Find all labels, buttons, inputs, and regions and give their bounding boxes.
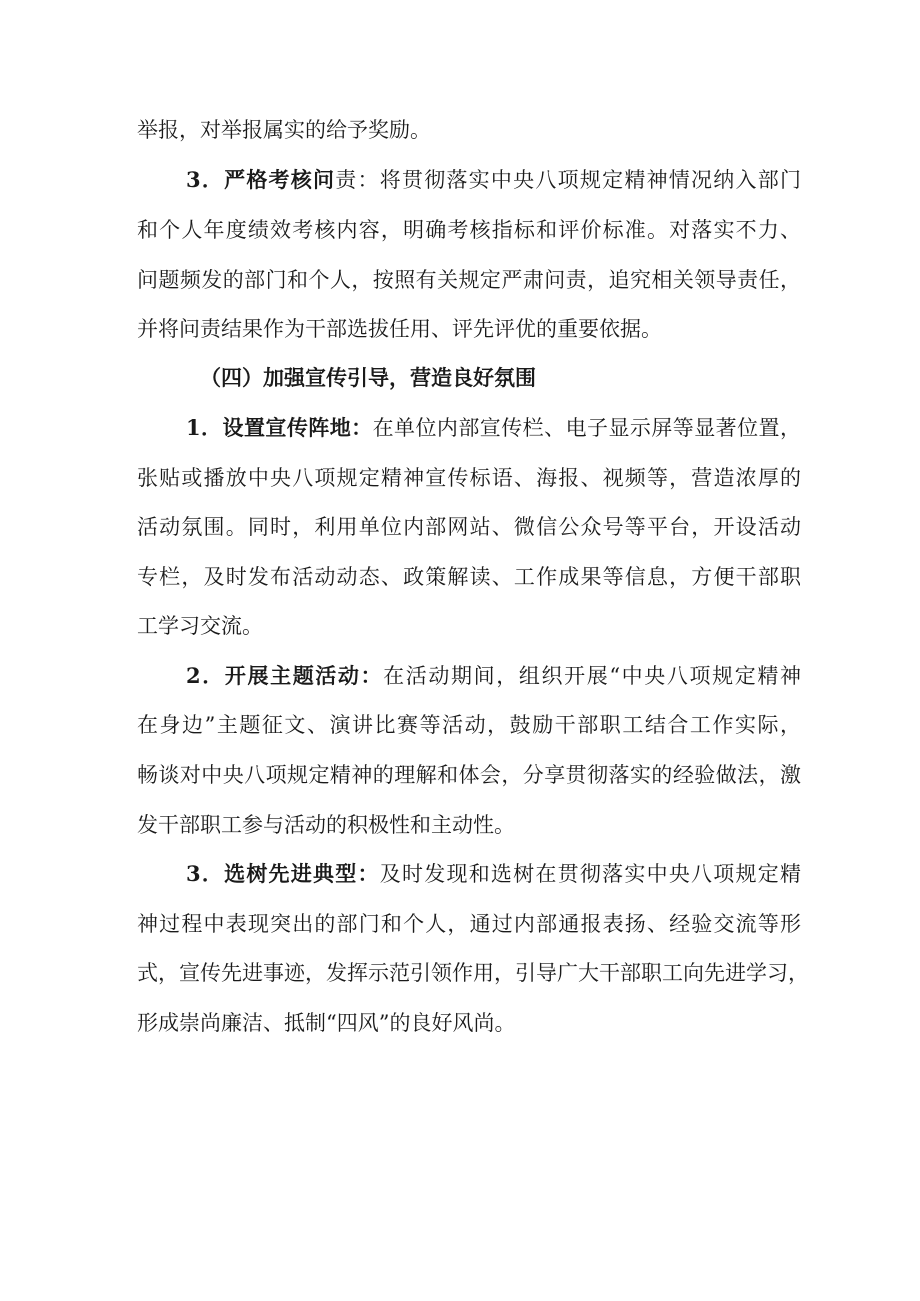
paragraph-line: 发干部职工参与活动的积极性和主动性。 xyxy=(137,813,515,837)
paragraph-line: 工学习交流。 xyxy=(137,614,263,638)
item-text: 及时发现和选树在贯彻落实中央八项规定精 xyxy=(379,862,801,886)
paragraph-first-line xyxy=(186,413,801,443)
item-text: 责：将贯彻落实中央八项规定精神情况纳入部门 xyxy=(335,168,801,192)
paragraph-line: 神过程中表现突出的部门和个人，通过内部通报表扬、经验交流等形 xyxy=(137,912,801,936)
paragraph-line: 张贴或播放中央八项规定精神宣传标语、海报、视频等，营造浓厚的 xyxy=(137,466,801,490)
paragraph-line: 问题频发的部门和个人，按照有关规定严肃问责，追究相关领导责任， xyxy=(137,268,801,292)
paragraph-first-line xyxy=(186,859,801,889)
item-text: 在活动期间，组织开展“中央八项规定精神 xyxy=(383,664,801,688)
item-title: 2．开展主题活动： xyxy=(186,663,384,688)
paragraph-line: 举报，对举报属实的给予奖励。 xyxy=(137,118,431,142)
section-heading: （四）加强宣传引导，营造良好氛围 xyxy=(200,365,536,390)
paragraph-first-line xyxy=(186,661,801,691)
paragraph-first-line xyxy=(186,165,801,195)
paragraph-line: 畅谈对中央八项规定精神的理解和体会，分享贯彻落实的经验做法，激 xyxy=(137,763,801,787)
item-title: 1．设置宣传阵地： xyxy=(186,415,373,440)
paragraph-line: 活动氛围。同时，利用单位内部网站、微信公众号等平台，开设活动 xyxy=(137,515,801,539)
item-text: 在单位内部宣传栏、电子显示屏等显著位置， xyxy=(372,416,801,440)
paragraph-line: 并将问责结果作为干部选拔任用、评先评优的重要依据。 xyxy=(137,317,662,341)
item-title: 3．选树先进典型： xyxy=(186,861,380,886)
paragraph-line: 和个人年度绩效考核内容，明确考核指标和评价标准。对落实不力、 xyxy=(137,218,801,242)
paragraph-line: 式，宣传先进事迹，发挥示范引领作用，引导广大干部职工向先进学习， xyxy=(137,961,809,985)
paragraph-line: 在身边”主题征文、演讲比赛等活动，鼓励干部职工结合工作实际， xyxy=(137,713,801,737)
paragraph-line: 专栏，及时发布活动动态、政策解读、工作成果等信息，方便干部职 xyxy=(137,565,801,589)
paragraph-line: 形成崇尚廉洁、抵制“四风”的良好风尚。 xyxy=(137,1011,516,1035)
item-title: 3．严格考核问 xyxy=(186,167,336,192)
